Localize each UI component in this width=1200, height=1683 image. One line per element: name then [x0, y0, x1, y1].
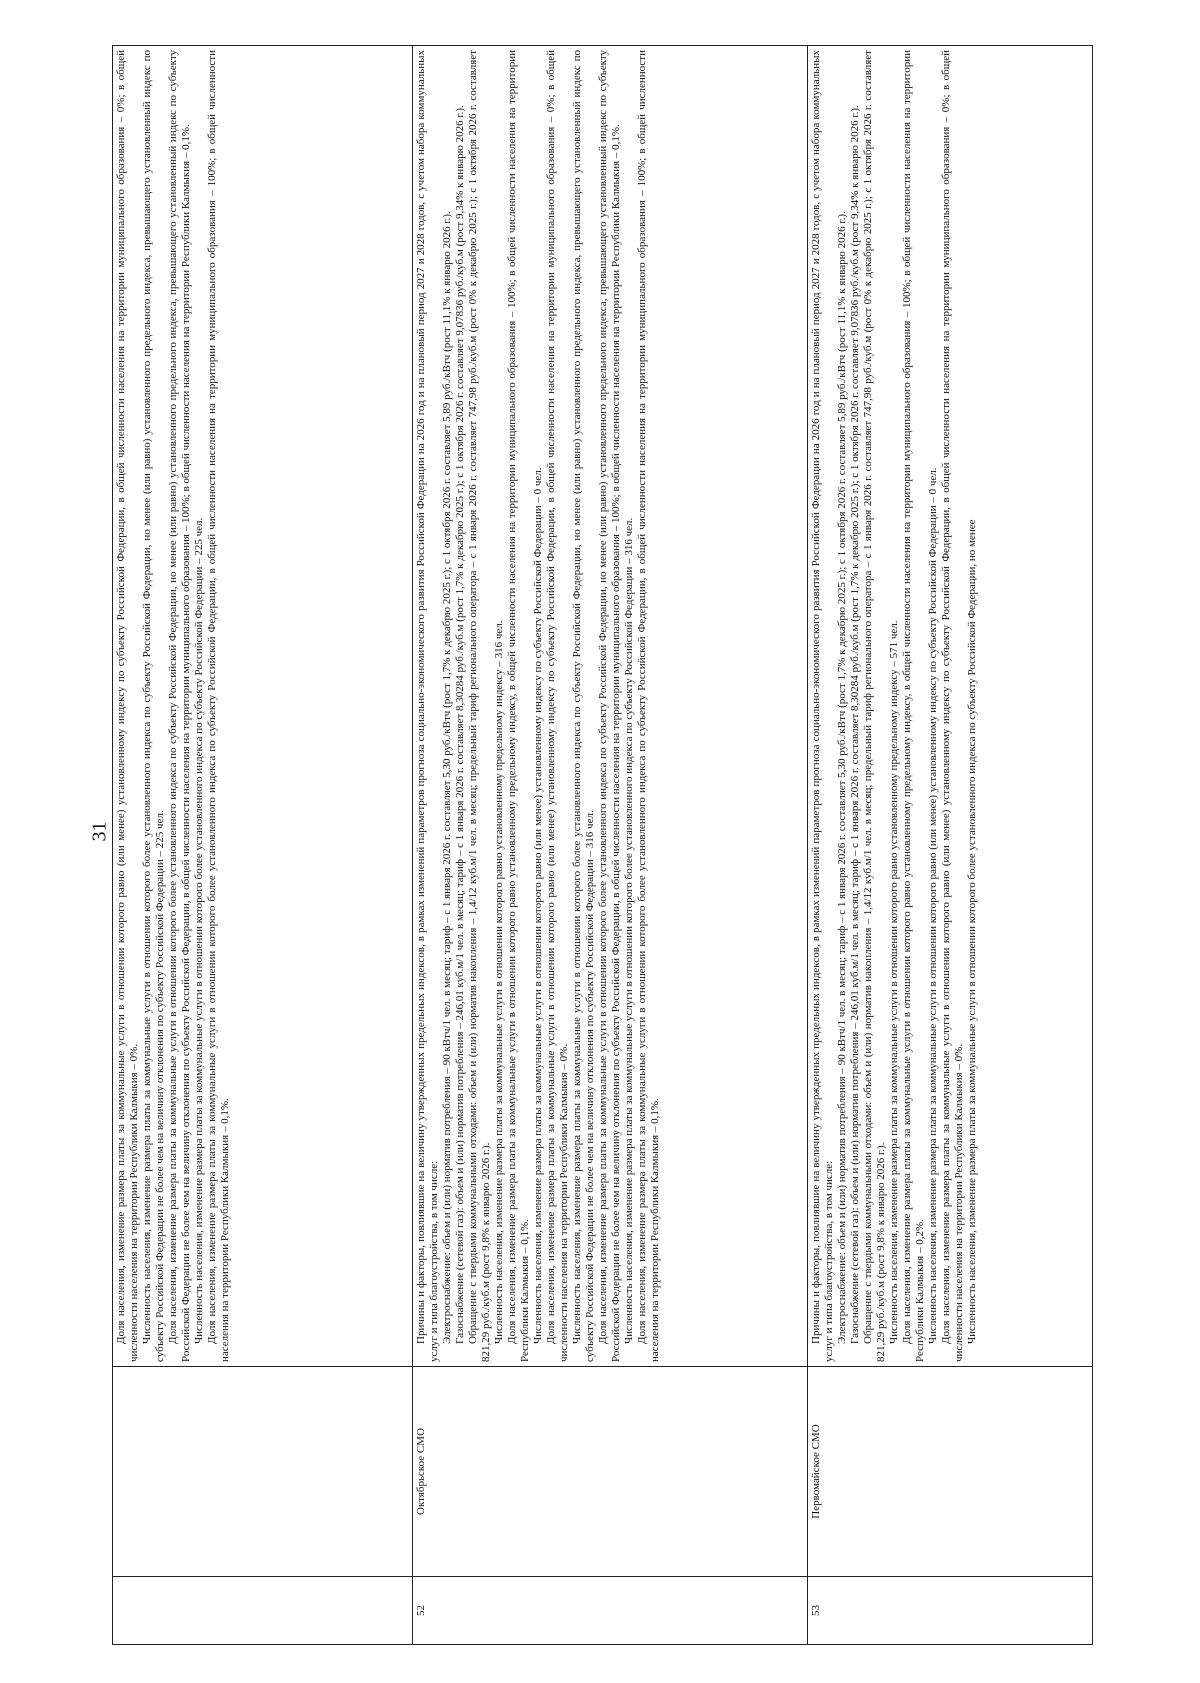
page-number: 31 — [88, 821, 111, 842]
municipality-name: Октябрьское СМО — [413, 1367, 808, 1577]
paragraph: Доля населения, изменение размера платы за коммунальные услуги в отношении которого более установленного индекса по субъекту Российской Федерации, но менее (или равно) установленного предельного индекса, превышающего установленный индекс по субъекту Российской Федерации не более чем на величину отклонения по субъекту Российской Федерации, в общей численности населения на территории муниципального образования – 100%; в общей численности населения на территории Республики Калмыкия – 0,1%. — [597, 50, 622, 1362]
paragraph: Электроснабжение: объем и (или) норматив потребления – 90 кВтч/1 чел. в месяц; тариф – с 1 января 2026 г. составляет 5,30 руб./кВтч (рост 1,7% к декабрю 2025 г.); с 1 октября 2026 г. составляет 5,89 руб./кВтч (рост 11,1% к январю 2026 г.). — [836, 211, 848, 1344]
paragraph: Газоснабжение (сетевой газ): объем и (или) норматив потребления – 246,01 куб.м/1 чел. в месяц; тариф – с 1 января 2026 г. составляет 8,30284 руб./куб.м (рост 1,7% к декабрю 2025 г.); с 1 октября 2026 г. составляет 9,07836 руб./куб.м (рост 9,34% к январю 2026 г.). — [849, 105, 861, 1344]
row-number: 53 — [808, 1577, 1093, 1645]
row-text — [413, 46, 808, 1367]
paragraph: Обращение с твердыми коммунальными отходами: объем и (или) норматив накопления – 1,4/12 куб.м/1 чел. в месяц; предельный тариф регионального оператора – с 1 января 2026 г. составляет 747,98 руб./куб.м (рост 0% к декабрю 2025 г.); с 1 октября 2026 г. составляет 821,29 руб./куб.м (рост 9,8% к январю 2026 г.). — [467, 50, 492, 1362]
paragraph: Численность населения, изменение размера платы за коммунальные услуги в отношении которого более установленного индекса по субъекту Российской Федерации, но менее (или равно) установленного предельного индекса, превышающего установленный индекс по субъекту Российской Федерации не более чем на величину отклонения по субъекту Российской Федерации – 225 чел. — [141, 50, 166, 1362]
municipality-name: Первомайское СМО — [808, 1367, 1093, 1577]
paragraph: Причины и факторы, повлиявшие на величину утвержденных предельных индексов, в рамках изменений параметров прогноза социально-экономического развития Российской Федерации на 2026 год и на плановый период 2027 и 2028 годов, с учетом набора коммунальных услуг и типа благоустройства, в том числе: — [415, 50, 440, 1362]
table-row — [413, 46, 808, 1645]
paragraph: Численность населения, изменение размера платы за коммунальные услуги в отношении которого равно установленному предельному индексу – 316 чел. — [493, 620, 505, 1344]
paragraph: Численность населения, изменение размера платы за коммунальные услуги в отношении которого равно установленному предельному индексу – 571 чел. — [888, 620, 900, 1344]
paragraph: Доля населения, изменение размера платы за коммунальные услуги в отношении которого равно установленному предельному индексу, в общей численности населения на территории муниципального образования – 100%; в общей численности населения на территории Республики Калмыкия – 0,1%. — [506, 50, 531, 1362]
rotated-page-content — [112, 45, 1092, 1645]
paragraph: Доля населения, изменение размера платы за коммунальные услуги в отношении которого более установленного индекса по субъекту Российской Федерации, но менее (или равно) установленного предельного индекса, превышающего установленный индекс по субъекту Российской Федерации не более чем на величину отклонения по субъекту Российской Федерации, в общей численности населения на территории муниципального образования – 100%; в общей численности населения на территории Республики Калмыкия – 0,1%. — [167, 50, 192, 1362]
indices-table — [112, 45, 1093, 1645]
paragraph: Доля населения, изменение размера платы за коммунальные услуги в отношении которого равно (или менее) установленному индексу по субъекту Российской Федерации, в общей численности населения на территории муниципального образования – 0%; в общей численности населения на территории Республики Калмыкия – 0%. — [940, 50, 965, 1362]
table-row — [808, 46, 1093, 1645]
paragraph: Доля населения, изменение размера платы за коммунальные услуги в отношении которого более установленного индекса по субъекту Российской Федерации, в общей численности населения на территории муниципального образования – 100%; в общей численности населения на территории Республики Калмыкия – 0,1%. — [206, 50, 231, 1362]
row-number — [113, 1577, 413, 1645]
table-row — [113, 46, 413, 1645]
row-number: 52 — [413, 1577, 808, 1645]
paragraph: Обращение с твердыми коммунальными отходами: объем и (или) норматив накопления – 1,4/12 куб.м/1 чел. в месяц; предельный тариф регионального оператора – с 1 января 2026 г. составляет 747,98 руб./куб.м (рост 0% к декабрю 2025 г.); с 1 октября 2026 г. составляет 821,29 руб./куб.м (рост 9,8% к январю 2026 г.). — [862, 50, 887, 1362]
paragraph: Численность населения, изменение размера платы за коммунальные услуги в отношении которого равно (или менее) установленному индексу по субъекту Российской Федерации – 0 чел. — [532, 467, 544, 1344]
paragraph: Доля населения, изменение размера платы за коммунальные услуги в отношении которого равно (или менее) установленному индексу по субъекту Российской Федерации, в общей численности населения на территории муниципального образования – 0%; в общей численности населения на территории Республики Калмыкия – 0%. — [115, 50, 140, 1362]
paragraph: Доля населения, изменение размера платы за коммунальные услуги в отношении которого равно установленному предельному индексу, в общей численности населения на территории муниципального образования – 100%; в общей численности населения на территории Республики Калмыкия – 0,2%. — [901, 50, 926, 1362]
paragraph: Численность населения, изменение размера платы за коммунальные услуги в отношении которого более установленного индекса по субъекту Российской Федерации – 316 чел. — [623, 517, 635, 1344]
paragraph: Доля населения, изменение размера платы за коммунальные услуги в отношении которого более установленного индекса по субъекту Российской Федерации, в общей численности населения на территории муниципального образования – 100%; в общей численности населения на территории Республики Калмыкия – 0,1%. — [636, 50, 661, 1362]
municipality-name — [113, 1367, 413, 1577]
paragraph: Численность населения, изменение размера платы за коммунальные услуги в отношении которого равно (или менее) установленному индексу по субъекту Российской Федерации – 0 чел. — [927, 467, 939, 1344]
paragraph: Электроснабжение: объем и (или) норматив потребления – 90 кВтч/1 чел. в месяц; тариф – с 1 января 2026 г. составляет 5,30 руб./кВтч (рост 1,7% к декабрю 2025 г.); с 1 октября 2026 г. составляет 5,89 руб./кВтч (рост 11,1% к январю 2026 г.). — [441, 211, 453, 1344]
row-text — [113, 46, 413, 1367]
paragraph: Доля населения, изменение размера платы за коммунальные услуги в отношении которого равно (или менее) установленному индексу по субъекту Российской Федерации, в общей численности населения на территории муниципального образования – 0%; в общей численности населения на территории Республики Калмыкия – 0%. — [545, 50, 570, 1362]
paragraph: Численность населения, изменение размера платы за коммунальные услуги в отношении которого более установленного индекса по субъекту Российской Федерации, но менее (или равно) установленного предельного индекса, превышающего установленный индекс по субъекту Российской Федерации не более чем на величину отклонения по субъекту Российской Федерации – 316 чел. — [571, 50, 596, 1362]
row-text — [808, 46, 1093, 1367]
paragraph: Причины и факторы, повлиявшие на величину утвержденных предельных индексов, в рамках изменений параметров прогноза социально-экономического развития Российской Федерации на 2026 год и на плановый период 2027 и 2028 годов, с учетом набора коммунальных услуг и типа благоустройства, в том числе: — [810, 50, 835, 1362]
table-body — [113, 46, 1093, 1645]
paragraph: Численность населения, изменение размера платы за коммунальные услуги в отношении которого более установленного индекса по субъекту Российской Федерации – 225 чел. — [193, 517, 205, 1344]
paragraph: Газоснабжение (сетевой газ): объем и (или) норматив потребления – 246,01 куб.м/1 чел. в месяц; тариф – с 1 января 2026 г. составляет 8,30284 руб./куб.м (рост 1,7% к декабрю 2025 г.); с 1 октября 2026 г. составляет 9,07836 руб./куб.м (рост 9,34% к январю 2026 г.). — [454, 105, 466, 1344]
paragraph: Численность населения, изменение размера платы за коммунальные услуги в отношении которого более установленного индекса по субъекту Российской Федерации, но менее — [966, 519, 978, 1344]
